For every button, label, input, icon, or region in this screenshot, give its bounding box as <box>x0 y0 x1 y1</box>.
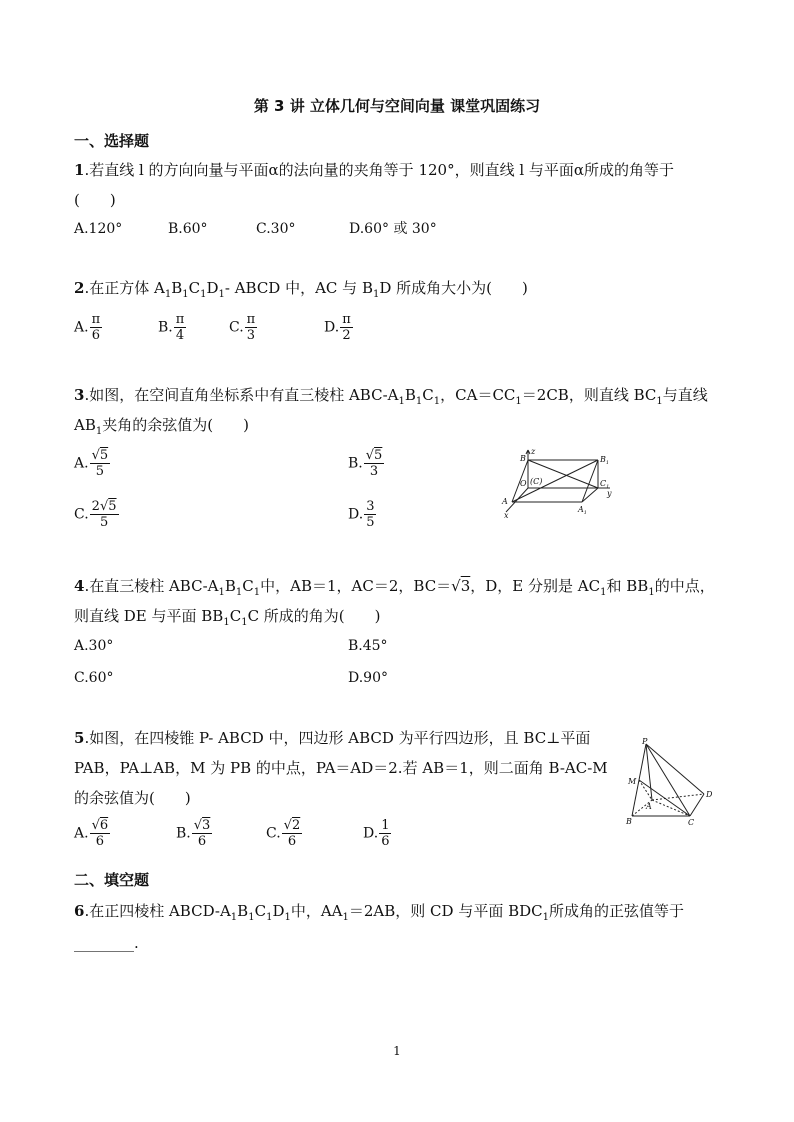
option-b <box>158 312 186 343</box>
option-d: D.60° 或 30° <box>349 221 437 237</box>
option-label: C. <box>74 506 89 523</box>
fraction <box>90 312 103 343</box>
radicand: 3 <box>202 818 211 833</box>
question-text: ，CA＝CC <box>440 386 516 404</box>
subscript: 1 <box>284 912 291 923</box>
label-a: A <box>502 497 508 506</box>
subscript: 1 <box>235 587 243 598</box>
subscript: 1 <box>218 587 225 598</box>
label-a: A <box>646 802 652 811</box>
question-text: .如图，在四棱锥 P- ABCD 中，四边形 ABCD 为平行四边形，且 BC⊥平面 <box>84 729 591 747</box>
numerator: π <box>91 312 101 327</box>
denominator: 5 <box>366 515 375 530</box>
question-text: C <box>254 902 267 920</box>
question-text: ，D，E 分别是 AC <box>470 577 601 595</box>
option-c: C.60° <box>74 670 114 686</box>
question-2-stem <box>74 278 528 305</box>
option-label: A. <box>74 455 89 472</box>
radicand: 5 <box>99 448 109 463</box>
radicand: 5 <box>108 499 117 514</box>
subscript: 1 <box>164 289 172 300</box>
option-a <box>74 448 110 479</box>
sqrt-icon: √ <box>193 818 203 833</box>
option-d <box>363 818 391 849</box>
label-b: B <box>520 454 526 463</box>
label-x: x <box>504 511 509 520</box>
fraction <box>192 818 213 849</box>
subscript: 1 <box>182 289 189 300</box>
sqrt-icon: √ <box>451 577 461 595</box>
section-heading-fill: 二、填空题 <box>74 871 150 889</box>
subscript: 1 <box>230 912 238 923</box>
subscript: 1 <box>542 912 549 923</box>
question-text: D <box>206 279 219 297</box>
denominator: 6 <box>91 328 100 343</box>
fraction <box>282 818 303 849</box>
edge-cd <box>690 794 704 816</box>
label-p: P <box>642 738 648 746</box>
denominator: 3 <box>246 328 256 343</box>
option-label: B. <box>348 455 363 472</box>
coefficient: 2 <box>91 499 100 514</box>
edge-pd <box>646 744 704 794</box>
label-y: y <box>607 489 612 498</box>
option-label: D. <box>363 825 379 842</box>
subscript: 1 <box>218 289 225 300</box>
subscript: 1 <box>200 289 207 300</box>
question-number: 2 <box>74 279 85 297</box>
label-a1: $A_1$ <box>578 505 587 516</box>
option-d <box>324 312 353 343</box>
option-label: C. <box>266 825 281 842</box>
label-z: z <box>531 447 536 456</box>
subscript: 1 <box>95 426 103 437</box>
page-title: 第 3 讲 立体几何与空间向量 课堂巩固练习 <box>253 97 541 115</box>
question-text: 的中点， <box>654 577 715 595</box>
prism-figure <box>498 446 616 520</box>
sqrt-icon: √ <box>91 818 100 833</box>
numerator: π <box>175 312 185 327</box>
numerator: π <box>246 312 256 327</box>
label-c: (C) <box>530 477 543 486</box>
fraction <box>90 499 119 530</box>
question-text: 则直线 DE 与平面 BB <box>74 607 224 625</box>
question-text: .如图，在空间直角坐标系中有直三棱柱 ABC-A <box>84 386 399 404</box>
subscript: 1 <box>656 396 663 407</box>
question-text: B <box>224 577 236 595</box>
question-1-bracket: ( ) <box>74 191 116 209</box>
label-c1: $C_1$ <box>600 479 610 490</box>
question-text: C <box>229 607 242 625</box>
numerator <box>90 499 119 515</box>
numerator: 1 <box>381 818 390 833</box>
label-b1: $B_1$ <box>600 455 610 466</box>
radicand: 5 <box>374 448 383 463</box>
numerator <box>282 818 303 834</box>
option-d: D.90° <box>348 670 388 686</box>
option-label: C. <box>229 319 244 336</box>
option-label: D. <box>324 319 340 336</box>
question-5-stem-line3: 的余弦值为( ) <box>74 789 191 807</box>
subscript: 1 <box>398 396 405 407</box>
question-3-stem-line1 <box>74 385 708 412</box>
denominator: 6 <box>197 834 207 849</box>
question-text: B <box>404 386 416 404</box>
numerator <box>192 818 213 834</box>
option-a <box>74 312 102 343</box>
question-text: D 所成角大小为( ) <box>379 279 528 297</box>
denominator: 6 <box>287 834 297 849</box>
subscript: 1 <box>372 289 380 300</box>
section-heading-choice: 一、选择题 <box>74 132 150 150</box>
sqrt-icon: √ <box>91 448 100 463</box>
question-text: .在正四棱柱 ABCD-A <box>84 902 231 920</box>
question-text: C <box>422 386 434 404</box>
question-number: 3 <box>74 386 85 404</box>
edge-pc <box>646 744 690 816</box>
subscript: 1 <box>241 617 248 628</box>
question-text: C <box>188 279 201 297</box>
question-text: ＝2AB，则 CD 与平面 BDC <box>348 902 543 920</box>
question-text: AB <box>74 416 96 434</box>
fraction <box>340 312 353 343</box>
sqrt-icon: √ <box>365 448 375 463</box>
question-text: 与直线 <box>662 386 708 404</box>
numerator: π <box>342 312 351 327</box>
subscript: 1 <box>223 617 230 628</box>
question-3-stem-line2 <box>74 415 249 442</box>
question-text: 中，AA <box>290 902 343 920</box>
question-number: 1 <box>74 161 85 179</box>
denominator: 2 <box>342 328 351 343</box>
radicand: 6 <box>99 818 109 833</box>
page-number: 1 <box>393 1044 401 1058</box>
sqrt-icon: √ <box>99 499 109 514</box>
radicand: 3 <box>460 577 471 595</box>
question-5-stem-line2: PAB，PA⊥AB，M 为 PB 的中点，PA＝AD＝2.若 AB＝1，则二面角 B-AC-M <box>74 759 608 777</box>
subscript: 1 <box>266 912 273 923</box>
question-text: 中，AB＝1，AC＝2，BC＝ <box>260 577 452 595</box>
option-label: B. <box>158 319 173 336</box>
fraction <box>379 818 391 849</box>
question-text: 所成角的正弦值等于 <box>549 902 685 920</box>
option-d <box>348 499 376 530</box>
question-4-stem-line1 <box>74 576 715 603</box>
option-c <box>74 499 119 530</box>
question-text: .在正方体 A <box>84 279 165 297</box>
label-c: C <box>688 818 695 827</box>
option-label: B. <box>176 825 191 842</box>
question-number: 5 <box>74 729 85 747</box>
option-label: A. <box>74 825 89 842</box>
question-text: - ABCD 中，AC 与 B <box>224 279 373 297</box>
fraction <box>364 499 376 530</box>
subscript: 1 <box>248 912 255 923</box>
fraction <box>90 818 111 849</box>
label-d: D <box>706 790 713 799</box>
answer-blank: ________. <box>74 934 139 952</box>
denominator: 4 <box>175 328 185 343</box>
numerator <box>90 818 111 834</box>
denominator: 6 <box>95 834 104 849</box>
option-b <box>176 818 212 849</box>
fraction <box>90 448 111 479</box>
label-m: M <box>628 777 637 786</box>
subscript: 1 <box>515 396 522 407</box>
numerator <box>90 448 111 464</box>
question-text: .若直线 l 的方向向量与平面α的法向量的夹角等于 120°，则直线 l 与平面α所成的角等于 <box>84 161 675 179</box>
option-c <box>266 818 302 849</box>
question-text: D <box>272 902 285 920</box>
question-4-stem-line2 <box>74 606 381 633</box>
question-text: B <box>237 902 249 920</box>
option-b: B.60° <box>168 221 208 237</box>
question-text: .在直三棱柱 ABC-A <box>84 577 219 595</box>
subscript: 1 <box>648 587 655 598</box>
option-label: A. <box>74 319 89 336</box>
subscript: 1 <box>253 587 261 598</box>
radicand: 2 <box>291 818 301 833</box>
option-c <box>229 312 257 343</box>
numerator <box>364 448 385 464</box>
question-text: C <box>242 577 254 595</box>
denominator: 5 <box>99 515 109 530</box>
label-b: B <box>626 817 632 826</box>
subscript: 1 <box>600 587 607 598</box>
fraction <box>245 312 258 343</box>
question-number: 4 <box>74 577 85 595</box>
question-6-stem <box>74 901 684 928</box>
subscript: 1 <box>433 396 441 407</box>
question-5-stem-line1 <box>74 728 590 748</box>
question-text: 和 BB <box>606 577 649 595</box>
question-text: ＝2CB，则直线 BC <box>521 386 657 404</box>
question-text: B <box>171 279 183 297</box>
option-a: A.30° <box>74 638 114 654</box>
question-text: 夹角的余弦值为( ) <box>102 416 249 434</box>
denominator: 6 <box>381 834 390 849</box>
fraction <box>174 312 187 343</box>
question-number: 6 <box>74 902 85 920</box>
pyramid-figure <box>620 738 720 828</box>
option-a <box>74 818 110 849</box>
fraction <box>364 448 385 479</box>
subscript: 1 <box>342 912 349 923</box>
option-c: C.30° <box>256 221 296 237</box>
question-1-stem <box>74 160 674 180</box>
label-o: O <box>520 479 527 488</box>
option-label: D. <box>348 506 364 523</box>
denominator: 5 <box>95 464 104 479</box>
option-b <box>348 448 384 479</box>
subscript: 1 <box>415 396 423 407</box>
question-text: C 所成的角为( ) <box>247 607 381 625</box>
option-b: B.45° <box>348 638 388 654</box>
option-a: A.120° <box>74 221 123 237</box>
denominator: 3 <box>369 464 379 479</box>
sqrt-icon: √ <box>283 818 292 833</box>
numerator: 3 <box>366 499 375 514</box>
